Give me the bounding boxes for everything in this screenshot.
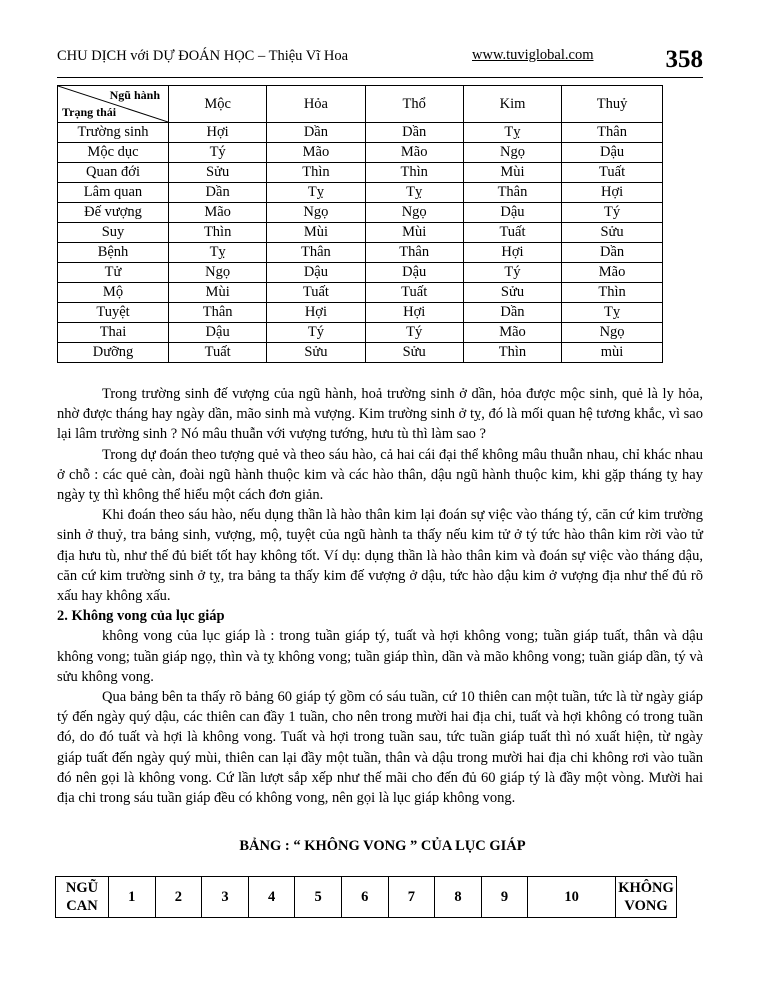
paragraph: Trong trường sinh đế vượng của ngũ hành, hoả trường sinh ở dần, hỏa được mộc sinh, quẻ là ly hỏa, nhờ được tháng hay ngày dần, mão sinh mà vượng. Kim trường sinh ở tỵ, đó là mối quan hệ tương khắc, vì sao lại lâm trường sinh ? Nó mâu thuẫn với vượng tướng, hưu tù thì làm sao ?: [57, 386, 703, 443]
table-cell: Dần: [562, 243, 663, 263]
number-header: 2: [155, 877, 202, 918]
header-line: NGŨ: [65, 880, 99, 896]
table-cell: Dậu: [463, 203, 561, 223]
table-cell: Dần: [365, 123, 463, 143]
table-cell: Tỵ: [463, 123, 561, 143]
table-cell: Tỵ: [365, 183, 463, 203]
table-row: [58, 343, 663, 363]
paragraph: không vong của lục giáp là : trong tuần giáp tý, tuất và hợi không vong; tuần giáp tuất, thân và dậu không vong; tuần giáp ngọ, thìn và tỵ không vong; tuần giáp thìn, dần và mão không vong; tuần giáp dần, tý và sửu không vong.: [57, 628, 703, 685]
table-row: [58, 263, 663, 283]
header-line: VONG: [624, 898, 668, 914]
number-header: 8: [435, 877, 482, 918]
table-cell: Mão: [169, 203, 267, 223]
table-cell: Tỵ: [169, 243, 267, 263]
table-cell: Tuất: [365, 283, 463, 303]
table-row: [58, 243, 663, 263]
table-cell: Hợi: [463, 243, 561, 263]
table-cell: Ngọ: [562, 323, 663, 343]
table-cell: Sửu: [267, 343, 365, 363]
table-cell: Ngọ: [169, 263, 267, 283]
table-cell: Tý: [463, 263, 561, 283]
table-cell: Tỵ: [267, 183, 365, 203]
table-cell: Dậu: [562, 143, 663, 163]
table-row: [58, 323, 663, 343]
number-header: 7: [388, 877, 435, 918]
table-cell: Thân: [562, 123, 663, 143]
column-header: Mộc: [169, 86, 267, 123]
section-heading: 2. Không vong của lục giáp: [57, 608, 225, 625]
table-row: [58, 163, 663, 183]
table-cell: Ngọ: [365, 203, 463, 223]
table-cell: Tý: [267, 323, 365, 343]
number-header: 4: [248, 877, 295, 918]
row-state: Suy: [58, 223, 169, 243]
table-cell: Dần: [463, 303, 561, 323]
table-cell: Sửu: [562, 223, 663, 243]
row-state: Quan đới: [58, 163, 169, 183]
number-header: 10: [528, 877, 616, 918]
table-row: [58, 303, 663, 323]
table-cell: Thìn: [267, 163, 365, 183]
number-header: 3: [202, 877, 249, 918]
table-cell: Dậu: [267, 263, 365, 283]
table-cell: Thìn: [169, 223, 267, 243]
body-text: [57, 384, 703, 808]
column-header: Thuỷ: [562, 86, 663, 123]
table-cell: Ngọ: [267, 203, 365, 223]
row-state: Bệnh: [58, 243, 169, 263]
table-row: [58, 203, 663, 223]
table-cell: Dần: [169, 183, 267, 203]
row-state: Tử: [58, 263, 169, 283]
column-header: Thổ: [365, 86, 463, 123]
table-cell: Hợi: [365, 303, 463, 323]
table-cell: Mão: [267, 143, 365, 163]
table-cell: Hợi: [169, 123, 267, 143]
table-row: [58, 123, 663, 143]
table2-first-header: [56, 877, 109, 918]
table-cell: Thìn: [562, 283, 663, 303]
table-cell: Tý: [562, 203, 663, 223]
table-cell: Sửu: [365, 343, 463, 363]
table-cell: Sửu: [463, 283, 561, 303]
table-cell: Mão: [562, 263, 663, 283]
page-number: 358: [665, 46, 703, 73]
row-state: Mộ: [58, 283, 169, 303]
row-state: Dưỡng: [58, 343, 169, 363]
table-cell: Dậu: [365, 263, 463, 283]
row-state: Thai: [58, 323, 169, 343]
number-header: 6: [341, 877, 388, 918]
table2-last-header: [616, 877, 677, 918]
table-cell: Mùi: [267, 223, 365, 243]
table-cell: Thân: [169, 303, 267, 323]
page-header: [57, 44, 703, 78]
number-header: 1: [109, 877, 156, 918]
table-cell: Tỵ: [562, 303, 663, 323]
table-cell: Thìn: [463, 343, 561, 363]
row-state: Trường sinh: [58, 123, 169, 143]
table-cell: Ngọ: [463, 143, 561, 163]
table-cell: Tý: [365, 323, 463, 343]
table-row: [58, 283, 663, 303]
table-cell: Thân: [463, 183, 561, 203]
table-cell: Tuất: [463, 223, 561, 243]
number-header: 5: [295, 877, 342, 918]
column-header: Kim: [463, 86, 561, 123]
row-state: Lâm quan: [58, 183, 169, 203]
table-cell: Mão: [365, 143, 463, 163]
table-corner-header: [58, 86, 169, 123]
paragraph: Qua bảng bên ta thấy rõ bảng 60 giáp tý gồm có sáu tuần, cứ 10 thiên can một tuần, tức là từ ngày giáp tý đến ngày quý dậu, các thiên can đầy 1 tuần, cho nên trong mười hai địa chi, tuất và hợi không có trong tuần đó, do đó tuất và hợi là không vong. Tuất và hợi trong tuần sau, tức tuần giáp tuất thì nó xuất hiện, từ ngày giáp tuất đến ngày quý mùi, thiên can lại đầy một tuần, thân và dậu trong mười hai địa chi không rơi vào tuần đó nên gọi là không vong. Cứ lần lượt sắp xếp như thế mãi cho đến đủ 60 giáp tý là đầy một vòng. Mười hai địa chi trong sáu tuần giáp đều có không vong, nên gọi là lục giáp không vong.: [57, 689, 703, 807]
paragraph: Trong dự đoán theo tượng quẻ và theo sáu hào, cả hai cái đại thể không mâu thuẫn nhau, chỉ khác nhau ở chỗ : các quẻ càn, đoài ngũ hành thuộc kim và các hào thân, dậu ngũ hành thuộc kim, khi gặp tháng tỵ hay ngày tỵ thì không thể hiểu một cách đơn giản.: [57, 446, 703, 504]
header-line: CAN: [66, 898, 98, 914]
header-rule: [57, 77, 703, 78]
table2-title: BẢNG : “ KHÔNG VONG ” CỦA LỤC GIÁP: [239, 838, 526, 854]
table-cell: Hợi: [562, 183, 663, 203]
table-cell: Tý: [169, 143, 267, 163]
five-elements-state-table: [57, 85, 663, 363]
table-cell: Dần: [267, 123, 365, 143]
table-cell: Mùi: [365, 223, 463, 243]
table-cell: Mão: [463, 323, 561, 343]
table-cell: Mùi: [169, 283, 267, 303]
table-cell: Thìn: [365, 163, 463, 183]
corner-bottom-label: Trạng thái: [62, 105, 117, 119]
table-cell: Hợi: [267, 303, 365, 323]
khong-vong-table: [55, 876, 677, 918]
website-link[interactable]: www.tuviglobal.com: [472, 47, 594, 63]
table-row: [58, 183, 663, 203]
table-cell: Sửu: [169, 163, 267, 183]
paragraph: Khi đoán theo sáu hào, nếu dụng thần là hào thân kim lại đoán sự việc vào tháng tý, căn cứ kim trường sinh ở thuỷ, tra bảng sinh, vượng, mộ, tuyệt của ngũ hành ta thấy nếu kim tử ở tý tức hào thân kim rời vào tử địa hưu tù, như thế đủ biết tốt hay không tốt. Ví dụ: dụng thần là hào thân kim và đoán sự việc vào tháng dậu, căn cứ kim trường sinh ở tỵ, tra bảng ta thấy kim đế vượng ở dậu, tức hào dậu kim ở vượng địa như thế đủ rõ xấu hay không xấu.: [57, 507, 703, 605]
row-state: Mộc dục: [58, 143, 169, 163]
table-cell: Tuất: [267, 283, 365, 303]
table-cell: Tuất: [169, 343, 267, 363]
table-row: [58, 143, 663, 163]
table-cell: Thân: [267, 243, 365, 263]
book-title: CHU DỊCH với DỰ ĐOÁN HỌC – Thiệu Vĩ Hoa: [57, 48, 349, 64]
table-row: [58, 223, 663, 243]
table-cell: mùi: [562, 343, 663, 363]
row-state: Đế vượng: [58, 203, 169, 223]
table-cell: Dậu: [169, 323, 267, 343]
column-header: Hỏa: [267, 86, 365, 123]
row-state: Tuyệt: [58, 303, 169, 323]
number-header: 9: [481, 877, 528, 918]
header-line: KHÔNG: [618, 880, 674, 896]
corner-top-label: Ngũ hành: [109, 88, 160, 102]
table-cell: Mùi: [463, 163, 561, 183]
table-cell: Thân: [365, 243, 463, 263]
table-cell: Tuất: [562, 163, 663, 183]
